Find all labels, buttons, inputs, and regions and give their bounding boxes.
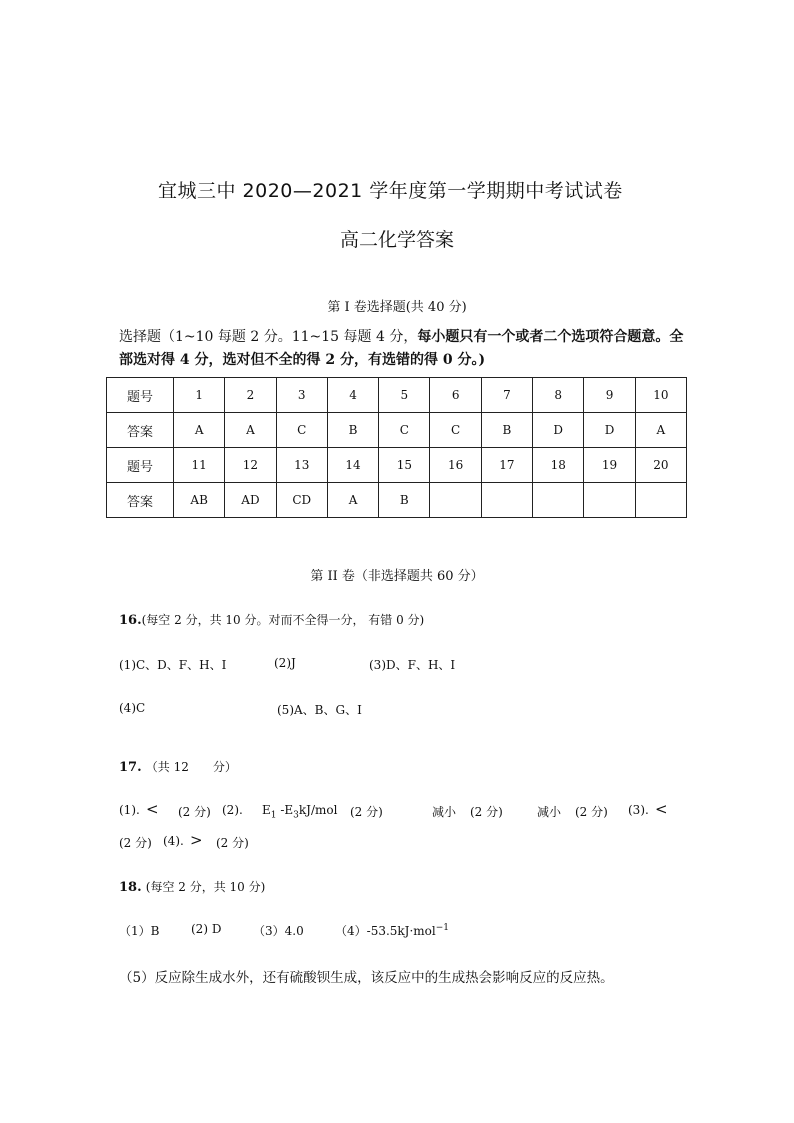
table-cell: 11 [174,448,225,483]
table-cell: 20 [635,448,686,483]
q17-part2-label: (2). [222,803,243,817]
q18-answer-4 [335,922,449,939]
table-cell: C [379,413,430,448]
energy-e3-sub: 3 [293,810,299,821]
table-cell: 15 [379,448,430,483]
row-header-answer: 答案 [107,413,174,448]
q16-answer-3: (3)D、F、H、I [369,658,456,672]
q18-header-text: (每空 2 分，共 10 分) [145,880,266,894]
table-cell [584,483,635,518]
table-cell: AB [174,483,225,518]
q17-part3-label: (3). [628,803,649,817]
table-cell: 1 [174,378,225,413]
section1-instructions [119,326,689,372]
table-cell: 13 [276,448,327,483]
q17-header-text: （共 12 分） [145,760,237,774]
table-cell: 19 [584,448,635,483]
table-cell: A [225,413,276,448]
q17-number: 17. [119,760,142,775]
q16-number: 16. [119,613,142,628]
q18-answer-2: (2) D [191,922,222,936]
row-header-number: 题号 [107,378,174,413]
energy-minus-e: -E [276,803,294,817]
q17-part4-label: (4). [163,834,184,848]
q17-part4-value: > [190,831,203,849]
table-cell: 4 [327,378,378,413]
table-cell [430,483,481,518]
table-cell [635,483,686,518]
q18-header [119,878,265,895]
table-cell: C [276,413,327,448]
q17-decrease-1: 减小 [432,805,457,819]
table-cell: CD [276,483,327,518]
q17-header [119,758,237,775]
table-cell: 18 [533,448,584,483]
table-cell: C [430,413,481,448]
q16-answer-1: (1)C、D、F、H、I [119,658,227,672]
q17-part1-value: < [146,800,159,818]
table-cell: 10 [635,378,686,413]
table-cell: AD [225,483,276,518]
table-cell: A [327,483,378,518]
table-cell [481,483,532,518]
table-cell: D [584,413,635,448]
answer-subtitle: 高二化学答案 [339,229,454,251]
table-row-numbers-1 [107,378,687,413]
q18-answer-1: （1）B [119,924,160,938]
table-cell: B [379,483,430,518]
table-cell: A [174,413,225,448]
q18-answer-3: （3）4.0 [253,924,304,938]
q18-answer-4-text: （4）-53.5kJ·mol [335,924,436,938]
table-cell: 14 [327,448,378,483]
q16-header [119,611,424,628]
section1-heading: 第 I 卷选择题(共 40 分) [327,300,467,315]
q17-points: (2 分) [178,805,211,819]
table-cell: D [533,413,584,448]
instructions-bold: 每小题只有一个或者二个选项符合题意。全部选对得 4 分，选对但不全的得 2 分，有选错的得 0 分。) [119,329,684,368]
q17-points: (2 分) [119,836,152,850]
q16-answer-2: (2)J [274,656,296,670]
table-row-numbers-2 [107,448,687,483]
table-cell: A [635,413,686,448]
q17-part2-value [262,803,337,820]
table-cell: 16 [430,448,481,483]
energy-e1: E [262,803,271,817]
q17-points: (2 分) [350,805,383,819]
q18-number: 18. [119,880,142,895]
answer-table [106,377,687,518]
q17-decrease-2: 减小 [537,805,562,819]
table-row-answers-1 [107,413,687,448]
table-cell: B [481,413,532,448]
q17-part3-value: < [655,800,668,818]
table-cell: 17 [481,448,532,483]
table-cell [533,483,584,518]
table-cell: 9 [584,378,635,413]
row-header-number: 题号 [107,448,174,483]
q17-points: (2 分) [216,836,249,850]
table-cell: 2 [225,378,276,413]
q18-answer-4-exponent: −1 [435,923,450,933]
q17-part1-label: (1). [119,803,140,817]
q17-points: (2 分) [470,805,503,819]
table-cell: 5 [379,378,430,413]
table-cell: 7 [481,378,532,413]
table-cell: 6 [430,378,481,413]
q16-answer-5: (5)A、B、G、I [277,703,362,717]
table-cell: 12 [225,448,276,483]
table-cell: B [327,413,378,448]
q17-points: (2 分) [575,805,608,819]
section2-heading: 第 II 卷（非选择题共 60 分） [310,569,484,584]
row-header-answer: 答案 [107,483,174,518]
q16-header-text: (每空 2 分，共 10 分。对而不全得一分， 有错 0 分) [141,613,425,627]
table-row-answers-2 [107,483,687,518]
energy-e1-sub: 1 [270,810,277,821]
table-cell: 8 [533,378,584,413]
energy-unit: kJ/mol [298,803,338,817]
q16-answer-4: (4)C [119,701,146,715]
instructions-plain: 选择题（1~10 每题 2 分。11~15 每题 4 分， [119,329,418,345]
q18-answer-5: （5）反应除生成水外，还有硫酸钡生成，该反应中的生成热会影响反应的反应热。 [119,970,614,986]
table-cell: 3 [276,378,327,413]
exam-title: 宜城三中 2020—2021 学年度第一学期期中考试试卷 [158,180,623,202]
